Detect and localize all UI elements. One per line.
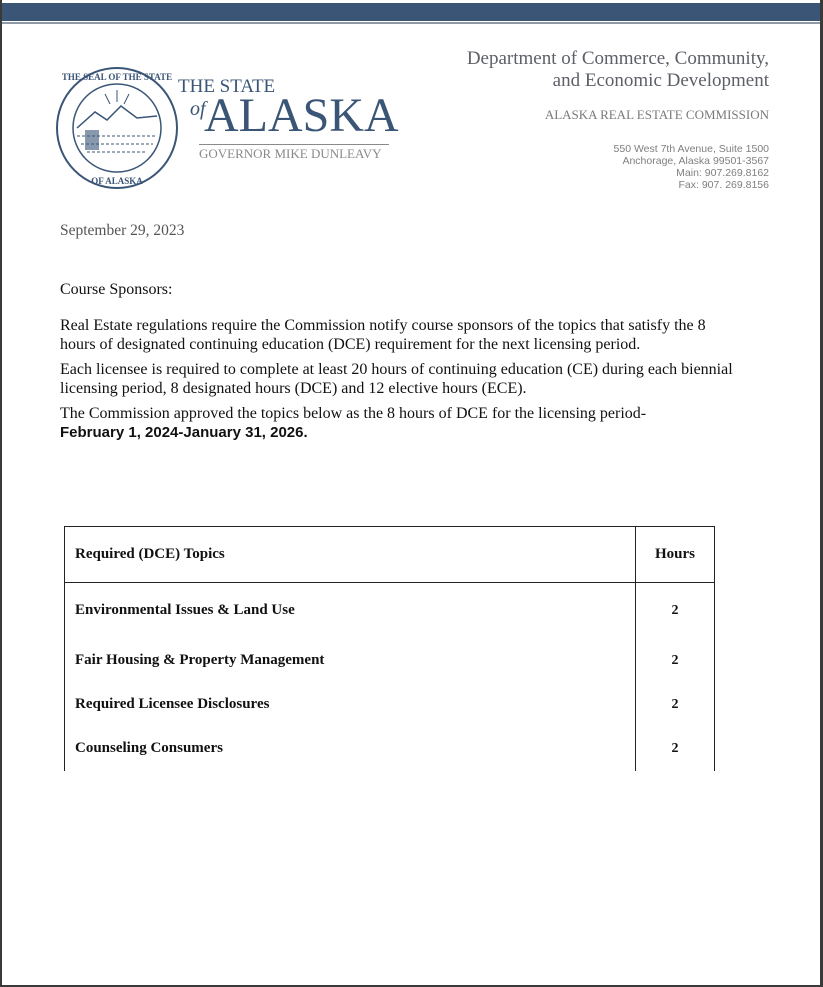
letter-body	[60, 280, 740, 442]
state-seal-logo	[55, 66, 179, 190]
hours-cell: 2	[636, 583, 715, 639]
topic-cell: Counseling Consumers	[65, 727, 636, 771]
header-hours: Hours	[636, 527, 715, 583]
address-line-1: 550 West 7th Avenue, Suite 1500	[613, 143, 769, 155]
address-block	[614, 143, 769, 191]
letter-page	[2, 0, 820, 985]
paragraph: Each licensee is required to complete at least 20 hours of continuing education (CE) during each biennial licensing period, 8 designated hours (DCE) and 12 elective hours (ECE).	[60, 361, 733, 397]
topic-cell: Fair Housing & Property Management	[65, 639, 636, 683]
commission-name: ALASKA REAL ESTATE COMMISSION	[544, 107, 769, 122]
address-line-2: Anchorage, Alaska 99501-3567	[622, 155, 769, 167]
topic-cell: Environmental Issues & Land Use	[65, 583, 636, 639]
phone-main: Main: 907.269.8162	[676, 167, 769, 179]
dce-topics-table	[64, 526, 715, 771]
the-state-label: THE STATE	[178, 76, 276, 97]
salutation: Course Sponsors:	[60, 281, 173, 298]
governor-label: GOVERNOR MIKE DUNLEAVY	[199, 146, 382, 161]
paragraph: Real Estate regulations require the Commission notify course sponsors of the topics that satisfy the 8 hours of designated continuing education (DCE) requirement for the next licensing period.	[60, 317, 706, 353]
table-row	[65, 727, 715, 771]
divider	[199, 144, 389, 145]
table-row	[65, 639, 715, 683]
hours-cell: 2	[636, 727, 715, 771]
dept-line-1: Department of Commerce, Community,	[466, 48, 769, 69]
table-row	[65, 683, 715, 727]
hours-cell: 2	[636, 683, 715, 727]
of-label: of	[190, 98, 206, 120]
header-topics: Required (DCE) Topics	[65, 527, 636, 583]
letter-date: September 29, 2023	[60, 222, 185, 239]
topic-cell: Required Licensee Disclosures	[65, 683, 636, 727]
paragraph: The Commission approved the topics below as the 8 hours of DCE for the licensing period-	[60, 405, 647, 422]
svg-text:THE SEAL OF THE STATE: THE SEAL OF THE STATE	[61, 72, 173, 82]
licensing-period: February 1, 2024-January 31, 2026.	[60, 424, 308, 441]
svg-text:OF ALASKA: OF ALASKA	[91, 176, 143, 186]
table-header-row	[65, 527, 715, 583]
dept-line-2: and Economic Development	[552, 70, 769, 91]
table-row	[65, 583, 715, 639]
department-name	[467, 48, 769, 92]
header-rule	[2, 22, 820, 24]
header-band	[2, 3, 820, 21]
alaska-wordmark: ALASKA	[204, 89, 399, 142]
hours-cell: 2	[636, 639, 715, 683]
phone-fax: Fax: 907. 269.8156	[678, 179, 769, 191]
